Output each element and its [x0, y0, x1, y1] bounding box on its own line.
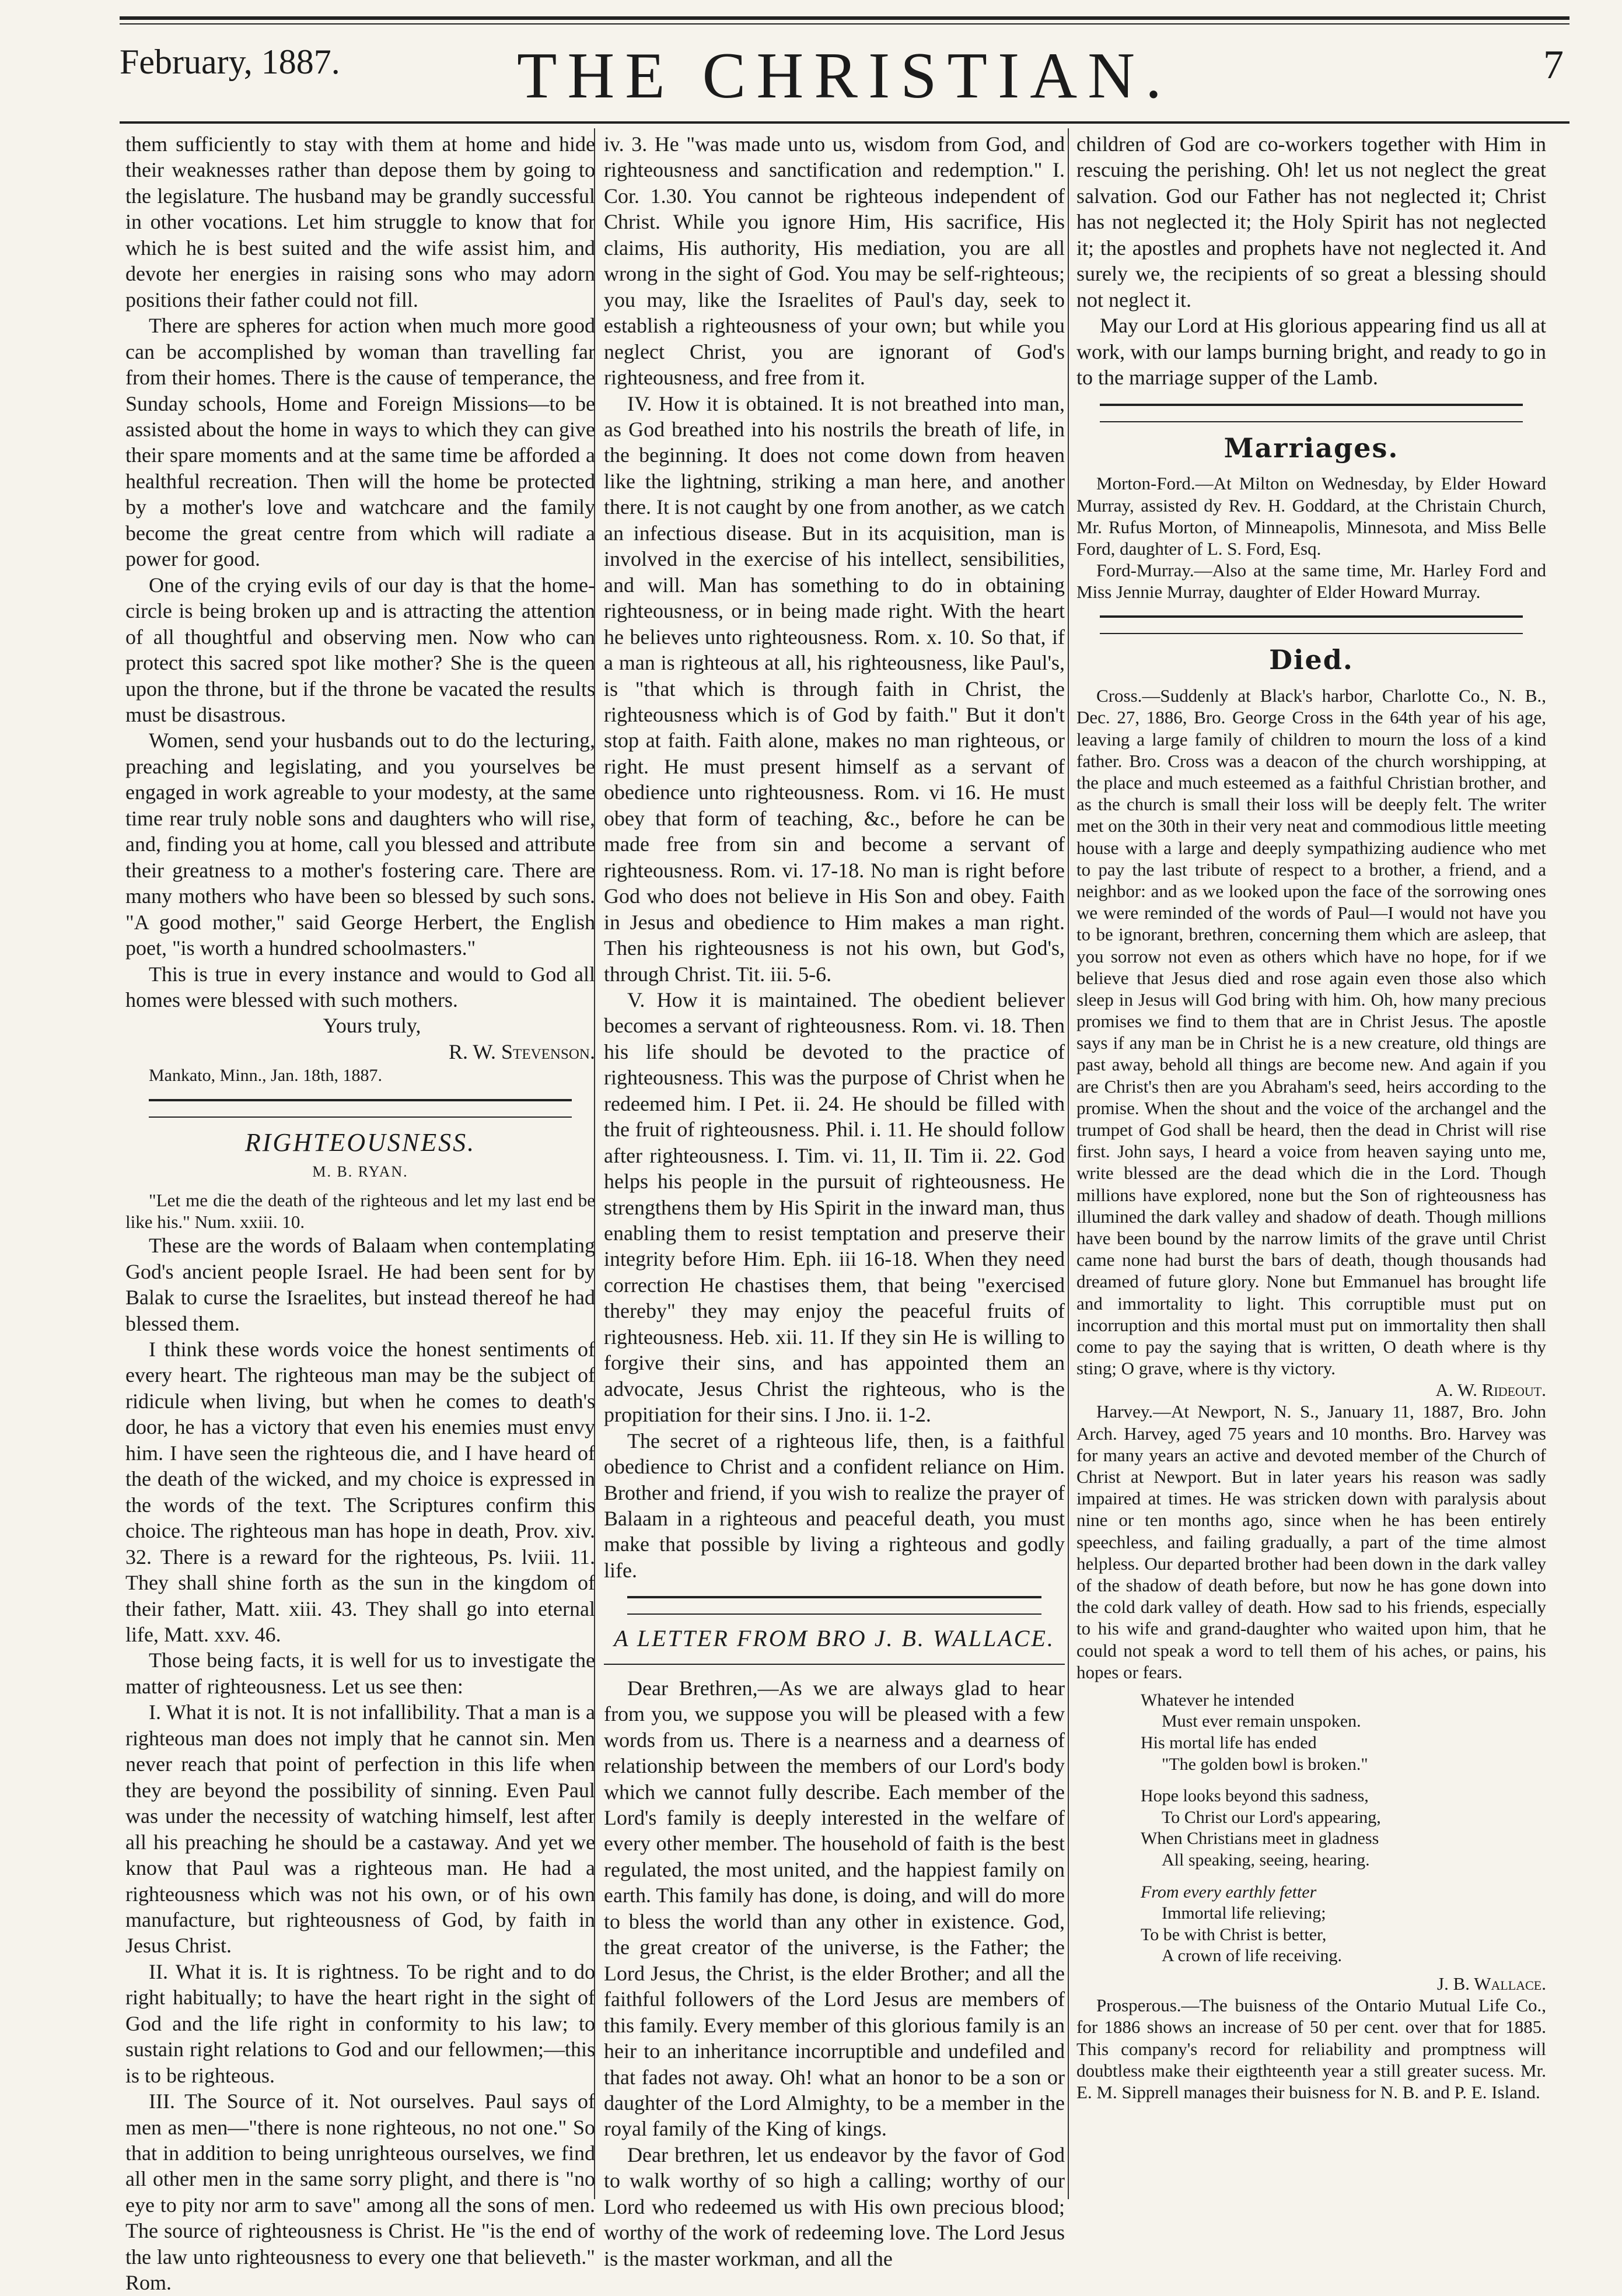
article-title: RIGHTEOUSNESS. [244, 1128, 476, 1157]
letter-closing: Yours truly, [323, 1014, 421, 1038]
obituary-notice: Harvey.—At Newport, N. S., January 11, 1887, Bro. John Arch. Harvey, aged 75 years and 10 months. Bro. Harvey was for many years an active and devoted member of the Church of Christ at Newport. But in later years his reason was sadly impaired at times. He was stricken down with paralysis about nine or ten months ago, since when he has been entirely speechless, and failing gradually, a part of the time almost helpless. Our departed brother had been down in the dark valley of the shadow of death before, but now he has gone down into the cold dark valley of death. How sad to his friends, especially to his wife and grand-daughter who waited upon him, that he could not speak a word to tell them of his aches, or pains, his hopes or fears. [1076, 1401, 1546, 1682]
paragraph: This is true in every instance and would to God all homes were blessed with such mothers. [125, 962, 595, 1012]
column-1 [125, 131, 595, 2295]
paragraph: Women, send your husbands out to do the lecturing, preaching and legislating, and you yourselves be engaged in work agreable to your modesty, at the same time rear truly noble sons and daughters who will rise, and, finding you at home, call you blessed and attribute their greatness to a mother's fostering care. There are many mothers who have been so blessed by such sons. "A good mother," said George Herbert, the English poet, "is worth a hundred schoolmasters." [125, 729, 595, 960]
section-heading-marriages: Marriages. [1224, 432, 1399, 464]
poem-line: When Christians meet in gladness [1141, 1829, 1379, 1849]
paragraph: The secret of a righteous life, then, is a faithful obedience to Christ and a confident reliance on Him. Brother and friend, if you wish to realize the prayer of Balaam in a righteous and peaceful death, you must make that possible by living a righteous and godly life. [604, 1429, 1065, 1582]
paragraph: V. How it is maintained. The obedient believer becomes a servant of righteousness. Rom. vi. 18. Then his life should be devoted to the practice of righteousness. This was the purpose of Christ when he redeemed him. I Pet. ii. 24. He should be filled with the fruit of righteousness. Phil. i. 11. He should follow after righteousness. I. Tim. vi. 11, II. Tim ii. 22. God helps his people in the pursuit of righteousness. He strengthens them by His Spirit in the inward man, thus enabling them to resist temptation and preserve their integrity before Him. Eph. iii 16-18. When they need correction He chastises them, that being "exercised thereby" they may enjoy the peaceful fruits of righteousness. Heb. xii. 11. If they sin He is willing to forgive their sins, and has appointed them an advocate, Jesus Christ the righteous, who is the propitiation for their sins. I Jno. ii. 1-2. [604, 988, 1065, 1427]
article-byline: M. B. RYAN. [312, 1163, 408, 1180]
paragraph: Those being facts, it is well for us to investigate the matter of righteousness. Let us see then: [125, 1648, 595, 1698]
paragraph: I think these words voice the honest sentiments of every heart. The righteous man may be the subject of ridicule when living, but when he comes to death's door, he has a victory that even his enemies must envy him. I have seen the righteous die, and I have heard of the death of the wicked, and my choice is expressed in the words of the text. The Scriptures confirm this choice. The righteous man has hope in death, Prov. xiv. 32. There is a reward for the righteous, Ps. lviii. 11. They shall shine forth as the sun in the kingdom of their father, Matt. xiii. 43. They shall go into eternal life, Matt. xxv. 46. [125, 1337, 595, 1646]
article-epigraph: "Let me die the death of the righteous and let my last end be like his." Num. xxiii. 10. [125, 1189, 595, 1232]
paragraph: Dear Brethren,—As we are always glad to hear from you, we suppose you will be pleased with a few words from us. There is a nearness and a dearness of relationship between the members of our Lord's body which we cannot fully describe. Each member of the Lord's family is deeply interested in the welfare of every other member. The household of faith is the best regulated, the most united, and the happiest family on earth. This family has done, is doing, and will do more to bless the world than any other in existence. God, the great creator of the universe, is the Father; the Lord Jesus, the Christ, is the elder Brother; and all the faithful followers of the Lord Jesus are members of this family. Every member of this glorious family is an heir to an inheritance incorruptible and undefiled and that fades not away. Oh! what an honor to be a son or daughter of the Lord Almighty, to be a member in the royal family of the King of kings. [604, 1676, 1065, 2141]
marriage-notice: Morton-Ford.—At Milton on Wednesday, by Elder Howard Murray, assisted dy Rev. H. Goddard, at the Christain Church, Mr. Rufus Morton, of Minneapolis, Minnesota, and Miss Belle Ford, daughter of L. S. Ford, Esq. [1076, 473, 1546, 559]
paragraph: IV. How it is obtained. It is not breathed into man, as God breathed into his nostrils the breath of life, in the beginning. It does not come down from heaven like the lightning, striking a man here, and another there. It is not caught by one from another, as we catch an infectious disease. But in its acquisition, man is involved in the exercise of his intellect, sensibilities, and will. Man has something to do in obtaining righteousness, or in being made right. With the heart he believes unto righteousness. Rom. x. 10. So that, if a man is righteous at all, his righteousness, like Paul's, is "that which is through faith in Christ, the righteousness which is of God by faith." But it don't stop at faith. Faith alone, makes no man righteous, or right. He must present himself as a servant of obedience unto righteousness. Rom. vi 16. He must obey that form of teaching, &c., before he can be made free from sin and become a servant of righteousness. Rom. vi. 17-18. No man is right before God who does not believe in His Son and obey. Faith in Jesus and obedience to Him makes a man right. Then his righteousness is not his own, but God's, through Christ. Tit. iii. 5-6. [604, 391, 1065, 986]
poem-signature: J. B. Wallace. [1437, 1973, 1546, 1994]
poem-line: A crown of life receiving. [1162, 1946, 1343, 1966]
poem-line: To be with Christ is better, [1141, 1924, 1327, 1944]
column-3 [1076, 131, 1546, 2196]
section-separator [1100, 615, 1523, 634]
paragraph: children of God are co-workers together with Him in rescuing the perishing. Oh! let us not neglect the great salvation. God our Father has not neglected it; Christ has not neglected it; the Holy Spirit has not neglected it; the apostles and prophets have not neglected it. And surely we, the recipients of so great a blessing should not neglect it. [1076, 132, 1546, 312]
notices-continued [1076, 1973, 1546, 2103]
paragraph: One of the crying evils of our day is that the home-circle is being broken up and is attracting the attention of all thoughtful and observing men. Now who can protect this sacred spot like mother? She is the queen upon the throne, but if the throne be vacated the results must be disastrous. [125, 573, 595, 726]
business-notice: Prosperous.—The buisness of the Ontario Mutual Life Co., for 1886 shows an increase of 50 per cent. over that for 1885. This company's record for reliability and promptness will doubtless make their eigthteenth year a still greater sucess. Mr. E. M. Sipprell manages their buisness for N. B. and P. E. Island. [1076, 1995, 1546, 2102]
masthead-rule-top-thin [120, 23, 1569, 24]
article-separator [627, 1596, 1041, 1615]
letter-signature: R. W. Stevenson. [449, 1040, 595, 1063]
poem-line: From every earthly fetter [1141, 1882, 1317, 1902]
memorial-poem [1141, 1690, 1546, 1967]
paragraph: Dear brethren, let us endeavor by the favor of God to walk worthy of so high a calling; worthy of our Lord who redeemed us with His own precious blood; worthy of the work of redeeming love. The Lord Jesus is the master workman, and all the [604, 2143, 1065, 2270]
paragraph: There are spheres for action when much more good can be accomplished by woman than travelling far from their homes. There is the cause of temperance, the Sunday schools, Home and Foreign Missions—to be assisted about the home in ways to which they can give their spare moments and at the same time be afforded a healthful recreation. Then will the home be protected by a mother's love and watchcare and the family become the great centre from which will radiate a power for good. [125, 314, 595, 571]
obituary-notices [1076, 685, 1546, 1683]
paragraph: them sufficiently to stay with them at home and hide their weaknesses rather than depose them by going to the legislature. The husband may be grandly successful in other vocations. Let him struggle to know that for which he is best suited and the wife assist him, and devote her energies in raising sons who may adorn positions their father could not fill. [125, 132, 595, 312]
poem-line: All speaking, seeing, hearing. [1162, 1850, 1370, 1870]
title-underline [604, 1664, 1065, 1665]
page-number: 7 [1543, 43, 1564, 88]
letter-dateline: Mankato, Minn., Jan. 18th, 1887. [149, 1066, 382, 1086]
poem-line: Hope looks beyond this sadness, [1141, 1786, 1369, 1806]
newspaper-title: THE CHRISTIAN. [516, 40, 1173, 112]
masthead-rule-top [120, 16, 1569, 20]
obituary-notice: Cross.—Suddenly at Black's harbor, Charlotte Co., N. B., Dec. 27, 1886, Bro. George Cross in the 64th year of his age, leaving a large family of children to mourn the loss of a kind father. Bro. Cross was a deacon of the church worshipping, at the place and much esteemed as a faithful Christian brother, and as the church is small their loss will be deeply felt. The writer met on the 30th in their very neat and commodious little meeting house with a large and deeply sympathizing audience who met to pay the last tribute of respect to a brother, a friend, and a neighbor: and as we looked upon the face of the sorrowing ones we were reminded of the words of Paul—I would not have you to be ignorant, brethren, concerning them which are asleep, that you sorrow not even as others which have no hope, for if we believe that Jesus died and rose again even those also which sleep in Jesus will God bring with him. Oh, how many precious promises we find to them that are in Christ Jesus. The apostle says if any man be in Christ he is a new creature, old things are past away, behold all things are become new. And again if you are Christ's then are you Abraham's seed, heirs according to the promise. When the shout and the voice of the archangel and the trumpet of God shall be heard, then the dead in Christ will rise first. John says, I heard a voice from heaven saying unto me, write blessed are the dead which die in the Lord. Though millions have explored, none but the Son of righteousness has illumined the dark valley and shadow of death. Though millions have been bound by the narrow limits of the grave until Christ came none had burst the bars of death, though thousands had dreamed of future glory. None but Emmanuel has brought life and immortality to light. This corruptible must put on incorruption and this mortal must put on immortality then shall come to pay the saying that is written, O death where is thy sting; O grave, where is thy victory. [1076, 685, 1546, 1379]
obituary-signature: A. W. Rideout. [1435, 1380, 1546, 1401]
section-heading-died: Died. [1269, 644, 1354, 676]
masthead-rule-bottom [120, 121, 1569, 124]
column-divider [1068, 128, 1069, 2199]
paragraph: iv. 3. He "was made unto us, wisdom from God, and righteousness and sanctification and redemption." I. Cor. 1.30. You cannot be righteous independent of Christ. While you ignore Him, His sacrifice, His claims, His authority, His mediation, you are all wrong in the sight of God. You may be self-righteous; you may, like the Israelites of Paul's day, seek to establish a righteousness of your own; but while you neglect Christ, you are ignorant of God's righteousness, and free from it. [604, 132, 1065, 390]
poem-line: His mortal life has ended [1141, 1733, 1317, 1753]
marriages-notices [1076, 473, 1546, 603]
paragraph: These are the words of Balaam when contemplating God's ancient people Israel. He had been sent for by Balak to curse the Israelites, but instead thereof he had blessed them. [125, 1234, 595, 1335]
paragraph: II. What it is. It is rightness. To be right and to do right habitually; to have the heart right in the sight of God and the life right in conformity to his law; to sustain right relations to God and our fellowmen;—this is to be righteous. [125, 1959, 595, 2087]
paragraph: I. What it is not. It is not infallibility. That a man is a righteous man does not imply that he cannot sin. Men never reach that point of perfection in this life when they are beyond the possibility of sinning. Even Paul was under the necessity of watching himself, lest after all his preaching he should be a castaway. And yet we know that Paul was a righteous man. He had a righteousness which was not his own, or of his own manufacture, but righteousness of God, by faith in Jesus Christ. [125, 1700, 595, 1958]
section-separator [1100, 404, 1523, 422]
poem-line: Must ever remain unspoken. [1162, 1712, 1361, 1731]
poem-line: "The golden bowl is broken." [1162, 1754, 1368, 1774]
paragraph: May our Lord at His glorious appearing find us all at work, with our lamps burning bright, and ready to go in to the marriage supper of the Lamb. [1076, 314, 1546, 390]
article-separator [149, 1099, 572, 1118]
article-title: A LETTER FROM BRO J. B. WALLACE. [614, 1625, 1055, 1652]
marriage-notice: Ford-Murray.—Also at the same time, Mr. Harley Ford and Miss Jennie Murray, daughter of Elder Howard Murray. [1076, 560, 1546, 603]
issue-date: February, 1887. [120, 43, 340, 81]
poem-line: Immortal life relieving; [1162, 1903, 1326, 1923]
masthead [120, 30, 1569, 118]
paragraph: III. The Source of it. Not ourselves. Paul says of men as men—"there is none righteous, no not one." So that in addition to being unrighteous ourselves, we find all other men in the same sorry plight, and there is "no eye to pity nor arm to save" among all the sons of men. The source of righteousness is Christ. He "is the end of the law unto righteousness to every one that believeth." Rom. [125, 2090, 595, 2295]
poem-line: To Christ our Lord's appearing, [1162, 1807, 1381, 1827]
column-2 [604, 131, 1065, 2270]
poem-line: Whatever he intended [1141, 1690, 1295, 1710]
